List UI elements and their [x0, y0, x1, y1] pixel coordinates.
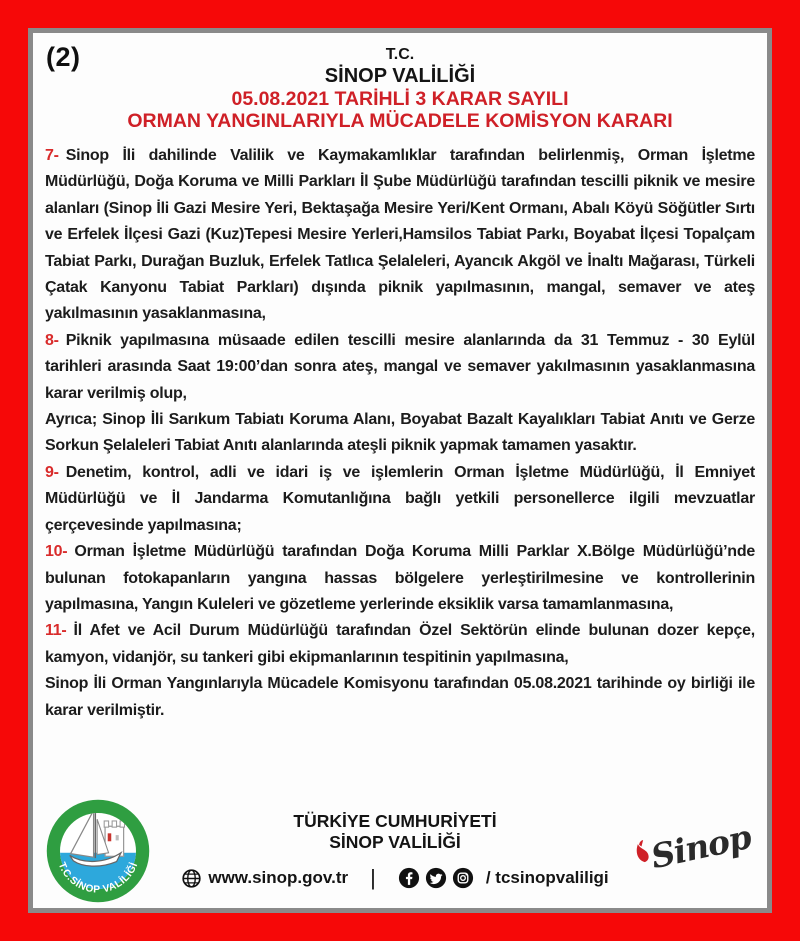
contact-separator: |	[370, 865, 376, 890]
paragraph-9	[45, 460, 755, 539]
paragraph-11-text: İl Afet ve Acil Durum Müdürlüğü tarafından Özel Sektörün elinde bulunan dozer kepçe, kamyon, vidanjör, su tankeri gibi ekipmanlarının tespitinin yapılmasına,	[45, 622, 755, 666]
footer-center	[163, 811, 627, 891]
paragraph-7	[45, 143, 755, 328]
emblem-ring-text: T.C.SİNOP VALİLİĞİ	[55, 860, 141, 896]
twitter-icon	[425, 867, 447, 889]
paragraph-8	[45, 328, 755, 407]
header-decision-title: ORMAN YANGINLARIYLA MÜCADELE KOMİSYON KARARI	[127, 110, 673, 132]
header-governorship: SİNOP VALİLİĞİ	[324, 65, 476, 87]
social-icons	[398, 867, 474, 889]
social-handle-text: / tcsinopvaliligi	[485, 868, 609, 887]
globe-icon	[181, 868, 202, 889]
paragraph-7-text: Sinop İli dahilinde Valilik ve Kaymakamlıklar tarafından belirlenmiş, Orman İşletme Müdürlüğü, Doğa Koruma ve Milli Parkları İl Şube Müdürlüğü tarafından tescilli piknik ve mesire alanları (Sinop İli Gazi Mesire Yeri, Bektaşağa Mesire Yeri/Kent Ormanı, Abalı Köyü Söğütler Sırtı ve Erfelek İlçesi Gazi (Kuz)Tepesi Mesire Yerleri,Hamsilos Tabiat Parkı, Boyabat İlçesi Topalçam Tabiat Parkı, Durağan Buzluk, Erfelek Tatlıca Şelaleleri, Ayancık Akgöl ve İnaltı Mağarası, Türkeli Çatak Kanyonu Tabiat Parkları) dışında piknik yapılmasının, mangal, semaver ve ateş yakılmasının yasaklanmasına,	[45, 147, 755, 323]
paragraph-8-number: 8-	[45, 331, 59, 349]
closing-statement: Sinop İli Orman Yangınlarıyla Mücadele Komisyonu tarafından 05.08.2021 tarihinde oy birliği ile karar verilmiştir.	[45, 675, 755, 719]
document-footer	[45, 798, 757, 904]
paragraph-10-text: Orman İşletme Müdürlüğü tarafından Doğa Koruma Milli Parklar X.Bölge Müdürlüğü’nde bulunan fotokapanların yangına hassas bölgelere yerleştirilmesine ve kontrollerinin yapılmasına, Yangın Kuleleri ve gözetleme yerlerinde eksiklik varsa tamamlanmasına,	[45, 543, 755, 613]
paragraph-11-number: 11-	[45, 622, 67, 640]
paragraph-8-text: Piknik yapılmasına müsaade edilen tescilli mesire alanlarında da 31 Temmuz - 30 Eylül tarihleri arasında Saat 19:00’dan sonra ateş, mangal ve semaver yakılmasının yasaklanmasına karar verilmiş olup,	[45, 331, 755, 402]
contact-row	[163, 865, 627, 891]
facebook-icon	[398, 867, 420, 889]
instagram-icon	[452, 867, 474, 889]
paragraph-9-text: Denetim, kontrol, adli ve idari iş ve işlemlerin Orman İşletme Müdürlüğü, İl Emniyet Müdürlüğü ve İl Jandarma Komutanlığına bağlı yetkili personellerce ilgili mevzuatlar çerçevesinde yapılmasına;	[45, 463, 755, 534]
paragraph-11	[45, 618, 755, 671]
website-text: www.sinop.gov.tr	[208, 868, 349, 887]
document-header	[45, 45, 755, 132]
page-number: (2)	[46, 42, 81, 72]
sinop-city-logo-text: Sinop	[647, 816, 754, 876]
paragraph-10-number: 10-	[45, 543, 68, 561]
paragraph-7-number: 7-	[45, 147, 59, 164]
footer-republic-label: TÜRKİYE CUMHURİYETİ	[293, 811, 497, 831]
footer-governorship-label: SİNOP VALİLİĞİ	[329, 832, 461, 852]
paragraph-10	[45, 539, 755, 618]
header-decision-number: 05.08.2021 TARİHLİ 3 KARAR SAYILI	[231, 88, 569, 110]
governorship-emblem	[45, 798, 163, 904]
document-sheet	[28, 28, 772, 913]
sinop-city-logo	[624, 815, 759, 880]
paragraph-8-addendum: Ayrıca; Sinop İli Sarıkum Tabiatı Koruma Alanı, Boyabat Bazalt Kayalıkları Tabiat Anıtı ve Gerze Sorkun Şelaleleri Tabiat Anıtı alanlarında ateşli piknik yapmak tamamen yasaktır.	[45, 411, 755, 455]
governorship-emblem-icon	[45, 798, 151, 904]
header-tc: T.C.	[385, 46, 415, 63]
document-body	[45, 143, 755, 724]
paragraph-9-number: 9-	[45, 463, 59, 481]
